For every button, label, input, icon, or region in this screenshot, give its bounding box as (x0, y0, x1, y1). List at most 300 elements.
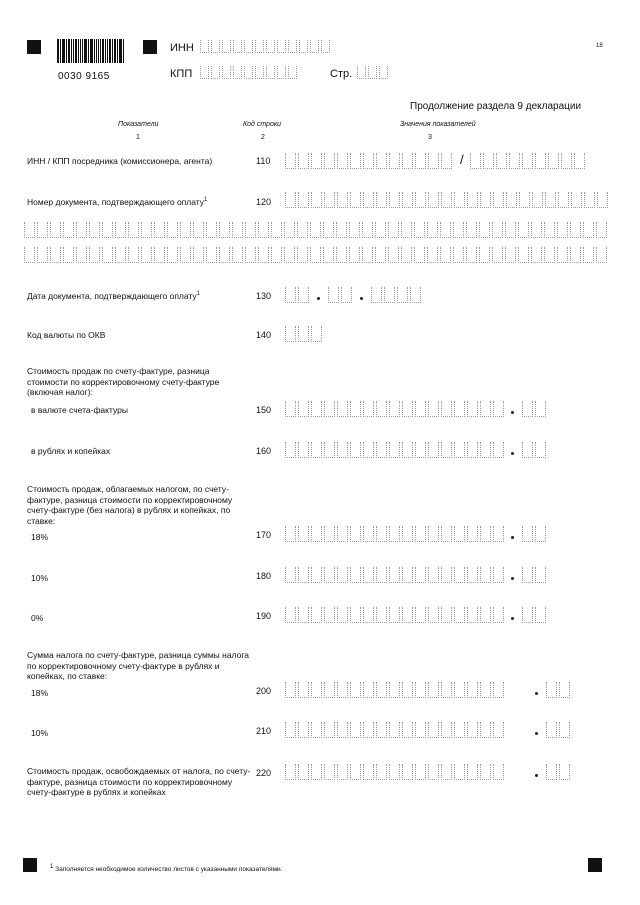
entry-cell[interactable] (522, 442, 533, 458)
entry-cell[interactable] (324, 153, 335, 169)
entry-cell[interactable] (285, 607, 296, 623)
amount-200-fraction-cells[interactable] (546, 682, 572, 698)
entry-cell[interactable] (337, 401, 348, 417)
entry-cell[interactable] (389, 607, 400, 623)
entry-cell[interactable] (311, 442, 322, 458)
entry-cell[interactable] (350, 401, 361, 417)
entry-cell[interactable] (493, 682, 504, 698)
entry-cell[interactable] (266, 66, 275, 79)
payment-doc-month-cells[interactable] (328, 287, 354, 303)
entry-cell[interactable] (470, 153, 481, 169)
amount-150-integer-cells[interactable] (285, 401, 506, 417)
entry-cell[interactable] (324, 722, 335, 738)
entry-cell[interactable] (522, 153, 533, 169)
entry-cell[interactable] (467, 607, 478, 623)
entry-cell[interactable] (376, 764, 387, 780)
entry-cell[interactable] (376, 722, 387, 738)
entry-cell[interactable] (311, 764, 322, 780)
entry-cell[interactable] (492, 247, 503, 263)
entry-cell[interactable] (375, 247, 386, 263)
entry-cell[interactable] (337, 192, 348, 208)
entry-cell[interactable] (483, 153, 494, 169)
payment-doc-number-cells-line3[interactable] (24, 247, 609, 263)
entry-cell[interactable] (324, 526, 335, 542)
inn-cells[interactable] (200, 40, 332, 53)
entry-cell[interactable] (454, 192, 465, 208)
entry-cell[interactable] (376, 442, 387, 458)
entry-cell[interactable] (341, 287, 352, 303)
entry-cell[interactable] (559, 682, 570, 698)
entry-cell[interactable] (402, 764, 413, 780)
entry-cell[interactable] (50, 247, 61, 263)
entry-cell[interactable] (375, 222, 386, 238)
entry-cell[interactable] (219, 222, 230, 238)
entry-cell[interactable] (402, 567, 413, 583)
entry-cell[interactable] (285, 764, 296, 780)
entry-cell[interactable] (285, 287, 296, 303)
entry-cell[interactable] (467, 526, 478, 542)
entry-cell[interactable] (337, 526, 348, 542)
entry-cell[interactable] (37, 222, 48, 238)
entry-cell[interactable] (480, 567, 491, 583)
entry-cell[interactable] (388, 222, 399, 238)
entry-cell[interactable] (232, 222, 243, 238)
entry-cell[interactable] (376, 607, 387, 623)
entry-cell[interactable] (535, 526, 546, 542)
entry-cell[interactable] (368, 66, 377, 79)
entry-cell[interactable] (285, 401, 296, 417)
entry-cell[interactable] (376, 526, 387, 542)
entry-cell[interactable] (427, 247, 438, 263)
entry-cell[interactable] (311, 192, 322, 208)
entry-cell[interactable] (571, 192, 582, 208)
entry-cell[interactable] (505, 222, 516, 238)
entry-cell[interactable] (298, 442, 309, 458)
entry-cell[interactable] (310, 247, 321, 263)
entry-cell[interactable] (467, 722, 478, 738)
entry-cell[interactable] (376, 401, 387, 417)
entry-cell[interactable] (493, 764, 504, 780)
entry-cell[interactable] (467, 442, 478, 458)
amount-160-fraction-cells[interactable] (522, 442, 548, 458)
entry-cell[interactable] (337, 764, 348, 780)
entry-cell[interactable] (284, 222, 295, 238)
entry-cell[interactable] (480, 682, 491, 698)
entry-cell[interactable] (245, 247, 256, 263)
amount-190-fraction-cells[interactable] (522, 607, 548, 623)
entry-cell[interactable] (397, 287, 408, 303)
entry-cell[interactable] (357, 66, 366, 79)
entry-cell[interactable] (415, 567, 426, 583)
entry-cell[interactable] (350, 526, 361, 542)
entry-cell[interactable] (415, 153, 426, 169)
entry-cell[interactable] (222, 40, 231, 53)
entry-cell[interactable] (415, 722, 426, 738)
entry-cell[interactable] (266, 40, 275, 53)
entry-cell[interactable] (376, 192, 387, 208)
entry-cell[interactable] (324, 567, 335, 583)
entry-cell[interactable] (441, 764, 452, 780)
entry-cell[interactable] (311, 722, 322, 738)
entry-cell[interactable] (350, 192, 361, 208)
entry-cell[interactable] (389, 722, 400, 738)
entry-cell[interactable] (454, 607, 465, 623)
entry-cell[interactable] (493, 567, 504, 583)
entry-cell[interactable] (285, 442, 296, 458)
entry-cell[interactable] (440, 222, 451, 238)
entry-cell[interactable] (298, 764, 309, 780)
entry-cell[interactable] (63, 247, 74, 263)
intermediary-inn-cells[interactable] (285, 153, 454, 169)
entry-cell[interactable] (561, 153, 572, 169)
entry-cell[interactable] (583, 222, 594, 238)
entry-cell[interactable] (363, 526, 374, 542)
entry-cell[interactable] (570, 247, 581, 263)
entry-cell[interactable] (535, 153, 546, 169)
entry-cell[interactable] (299, 40, 308, 53)
entry-cell[interactable] (441, 607, 452, 623)
entry-cell[interactable] (285, 326, 296, 342)
entry-cell[interactable] (211, 66, 220, 79)
entry-cell[interactable] (277, 40, 286, 53)
entry-cell[interactable] (389, 442, 400, 458)
entry-cell[interactable] (441, 526, 452, 542)
entry-cell[interactable] (518, 247, 529, 263)
entry-cell[interactable] (245, 222, 256, 238)
entry-cell[interactable] (467, 567, 478, 583)
amount-160-integer-cells[interactable] (285, 442, 506, 458)
entry-cell[interactable] (428, 764, 439, 780)
entry-cell[interactable] (388, 247, 399, 263)
entry-cell[interactable] (532, 192, 543, 208)
entry-cell[interactable] (441, 722, 452, 738)
entry-cell[interactable] (258, 222, 269, 238)
entry-cell[interactable] (401, 222, 412, 238)
entry-cell[interactable] (336, 222, 347, 238)
entry-cell[interactable] (531, 247, 542, 263)
entry-cell[interactable] (350, 764, 361, 780)
entry-cell[interactable] (363, 192, 374, 208)
amount-210-integer-cells[interactable] (285, 722, 506, 738)
entry-cell[interactable] (321, 40, 330, 53)
entry-cell[interactable] (584, 192, 595, 208)
entry-cell[interactable] (63, 222, 74, 238)
entry-cell[interactable] (389, 401, 400, 417)
entry-cell[interactable] (441, 192, 452, 208)
entry-cell[interactable] (350, 682, 361, 698)
entry-cell[interactable] (415, 526, 426, 542)
entry-cell[interactable] (415, 682, 426, 698)
entry-cell[interactable] (441, 401, 452, 417)
entry-cell[interactable] (480, 607, 491, 623)
entry-cell[interactable] (193, 247, 204, 263)
entry-cell[interactable] (596, 247, 607, 263)
entry-cell[interactable] (323, 222, 334, 238)
amount-210-fraction-cells[interactable] (546, 722, 572, 738)
entry-cell[interactable] (336, 247, 347, 263)
entry-cell[interactable] (467, 764, 478, 780)
entry-cell[interactable] (402, 526, 413, 542)
entry-cell[interactable] (337, 153, 348, 169)
entry-cell[interactable] (466, 247, 477, 263)
entry-cell[interactable] (531, 222, 542, 238)
entry-cell[interactable] (363, 567, 374, 583)
entry-cell[interactable] (288, 40, 297, 53)
entry-cell[interactable] (518, 222, 529, 238)
entry-cell[interactable] (115, 247, 126, 263)
entry-cell[interactable] (415, 442, 426, 458)
entry-cell[interactable] (467, 682, 478, 698)
entry-cell[interactable] (574, 153, 585, 169)
entry-cell[interactable] (193, 222, 204, 238)
amount-220-fraction-cells[interactable] (546, 764, 572, 780)
entry-cell[interactable] (428, 192, 439, 208)
entry-cell[interactable] (324, 682, 335, 698)
entry-cell[interactable] (363, 682, 374, 698)
entry-cell[interactable] (363, 764, 374, 780)
entry-cell[interactable] (384, 287, 395, 303)
entry-cell[interactable] (402, 153, 413, 169)
entry-cell[interactable] (233, 40, 242, 53)
entry-cell[interactable] (466, 222, 477, 238)
entry-cell[interactable] (428, 442, 439, 458)
entry-cell[interactable] (415, 401, 426, 417)
entry-cell[interactable] (349, 222, 360, 238)
entry-cell[interactable] (298, 526, 309, 542)
entry-cell[interactable] (441, 442, 452, 458)
entry-cell[interactable] (480, 442, 491, 458)
entry-cell[interactable] (506, 192, 517, 208)
entry-cell[interactable] (363, 401, 374, 417)
amount-170-fraction-cells[interactable] (522, 526, 548, 542)
entry-cell[interactable] (440, 247, 451, 263)
entry-cell[interactable] (480, 722, 491, 738)
entry-cell[interactable] (493, 607, 504, 623)
entry-cell[interactable] (24, 222, 35, 238)
entry-cell[interactable] (363, 722, 374, 738)
entry-cell[interactable] (402, 401, 413, 417)
entry-cell[interactable] (519, 192, 530, 208)
entry-cell[interactable] (350, 607, 361, 623)
entry-cell[interactable] (415, 607, 426, 623)
entry-cell[interactable] (493, 401, 504, 417)
entry-cell[interactable] (50, 222, 61, 238)
entry-cell[interactable] (480, 401, 491, 417)
entry-cell[interactable] (479, 222, 490, 238)
entry-cell[interactable] (583, 247, 594, 263)
entry-cell[interactable] (285, 526, 296, 542)
entry-cell[interactable] (298, 722, 309, 738)
entry-cell[interactable] (298, 287, 309, 303)
entry-cell[interactable] (479, 247, 490, 263)
entry-cell[interactable] (402, 607, 413, 623)
entry-cell[interactable] (255, 66, 264, 79)
entry-cell[interactable] (206, 247, 217, 263)
entry-cell[interactable] (337, 442, 348, 458)
entry-cell[interactable] (454, 442, 465, 458)
entry-cell[interactable] (102, 222, 113, 238)
entry-cell[interactable] (180, 247, 191, 263)
entry-cell[interactable] (557, 247, 568, 263)
entry-cell[interactable] (324, 192, 335, 208)
entry-cell[interactable] (288, 66, 297, 79)
entry-cell[interactable] (454, 682, 465, 698)
entry-cell[interactable] (493, 442, 504, 458)
entry-cell[interactable] (535, 401, 546, 417)
entry-cell[interactable] (285, 567, 296, 583)
intermediary-kpp-cells[interactable] (470, 153, 587, 169)
entry-cell[interactable] (535, 567, 546, 583)
entry-cell[interactable] (324, 607, 335, 623)
entry-cell[interactable] (154, 247, 165, 263)
entry-cell[interactable] (410, 287, 421, 303)
entry-cell[interactable] (480, 764, 491, 780)
entry-cell[interactable] (453, 247, 464, 263)
entry-cell[interactable] (285, 153, 296, 169)
entry-cell[interactable] (337, 682, 348, 698)
entry-cell[interactable] (167, 247, 178, 263)
payment-doc-year-cells[interactable] (371, 287, 423, 303)
entry-cell[interactable] (535, 607, 546, 623)
entry-cell[interactable] (24, 247, 35, 263)
entry-cell[interactable] (389, 192, 400, 208)
entry-cell[interactable] (233, 66, 242, 79)
kpp-cells[interactable] (200, 66, 299, 79)
entry-cell[interactable] (428, 722, 439, 738)
entry-cell[interactable] (311, 682, 322, 698)
entry-cell[interactable] (415, 764, 426, 780)
entry-cell[interactable] (128, 247, 139, 263)
entry-cell[interactable] (492, 222, 503, 238)
entry-cell[interactable] (389, 526, 400, 542)
amount-190-integer-cells[interactable] (285, 607, 506, 623)
entry-cell[interactable] (89, 222, 100, 238)
entry-cell[interactable] (559, 764, 570, 780)
amount-180-integer-cells[interactable] (285, 567, 506, 583)
entry-cell[interactable] (284, 247, 295, 263)
entry-cell[interactable] (454, 526, 465, 542)
entry-cell[interactable] (509, 153, 520, 169)
entry-cell[interactable] (350, 567, 361, 583)
entry-cell[interactable] (493, 192, 504, 208)
amount-150-fraction-cells[interactable] (522, 401, 548, 417)
entry-cell[interactable] (402, 682, 413, 698)
entry-cell[interactable] (271, 222, 282, 238)
entry-cell[interactable] (559, 722, 570, 738)
entry-cell[interactable] (141, 247, 152, 263)
entry-cell[interactable] (454, 401, 465, 417)
entry-cell[interactable] (558, 192, 569, 208)
entry-cell[interactable] (402, 192, 413, 208)
entry-cell[interactable] (255, 40, 264, 53)
entry-cell[interactable] (546, 682, 557, 698)
entry-cell[interactable] (363, 442, 374, 458)
entry-cell[interactable] (211, 40, 220, 53)
entry-cell[interactable] (298, 607, 309, 623)
payment-doc-number-cells-line1[interactable] (285, 192, 610, 208)
entry-cell[interactable] (311, 526, 322, 542)
entry-cell[interactable] (328, 287, 339, 303)
amount-200-integer-cells[interactable] (285, 682, 506, 698)
entry-cell[interactable] (362, 222, 373, 238)
entry-cell[interactable] (441, 682, 452, 698)
entry-cell[interactable] (258, 247, 269, 263)
entry-cell[interactable] (277, 66, 286, 79)
entry-cell[interactable] (428, 682, 439, 698)
payment-doc-number-cells-line2[interactable] (24, 222, 609, 238)
entry-cell[interactable] (544, 247, 555, 263)
entry-cell[interactable] (167, 222, 178, 238)
entry-cell[interactable] (349, 247, 360, 263)
entry-cell[interactable] (496, 153, 507, 169)
entry-cell[interactable] (323, 247, 334, 263)
entry-cell[interactable] (37, 247, 48, 263)
entry-cell[interactable] (493, 526, 504, 542)
entry-cell[interactable] (428, 567, 439, 583)
amount-180-fraction-cells[interactable] (522, 567, 548, 583)
entry-cell[interactable] (298, 567, 309, 583)
entry-cell[interactable] (271, 247, 282, 263)
entry-cell[interactable] (597, 192, 608, 208)
entry-cell[interactable] (298, 153, 309, 169)
entry-cell[interactable] (363, 153, 374, 169)
entry-cell[interactable] (522, 401, 533, 417)
entry-cell[interactable] (350, 442, 361, 458)
entry-cell[interactable] (480, 192, 491, 208)
entry-cell[interactable] (522, 567, 533, 583)
amount-220-integer-cells[interactable] (285, 764, 506, 780)
entry-cell[interactable] (285, 682, 296, 698)
entry-cell[interactable] (453, 222, 464, 238)
entry-cell[interactable] (337, 607, 348, 623)
entry-cell[interactable] (311, 153, 322, 169)
entry-cell[interactable] (206, 222, 217, 238)
entry-cell[interactable] (219, 247, 230, 263)
page-cells[interactable] (357, 66, 390, 79)
currency-code-cells[interactable] (285, 326, 324, 342)
entry-cell[interactable] (557, 222, 568, 238)
entry-cell[interactable] (350, 153, 361, 169)
entry-cell[interactable] (362, 247, 373, 263)
amount-170-integer-cells[interactable] (285, 526, 506, 542)
entry-cell[interactable] (141, 222, 152, 238)
entry-cell[interactable] (570, 222, 581, 238)
entry-cell[interactable] (402, 722, 413, 738)
entry-cell[interactable] (467, 192, 478, 208)
entry-cell[interactable] (480, 526, 491, 542)
entry-cell[interactable] (441, 153, 452, 169)
entry-cell[interactable] (376, 682, 387, 698)
entry-cell[interactable] (544, 222, 555, 238)
entry-cell[interactable] (180, 222, 191, 238)
entry-cell[interactable] (522, 526, 533, 542)
entry-cell[interactable] (244, 40, 253, 53)
entry-cell[interactable] (548, 153, 559, 169)
entry-cell[interactable] (505, 247, 516, 263)
entry-cell[interactable] (200, 66, 209, 79)
entry-cell[interactable] (402, 442, 413, 458)
entry-cell[interactable] (298, 192, 309, 208)
entry-cell[interactable] (371, 287, 382, 303)
entry-cell[interactable] (311, 401, 322, 417)
entry-cell[interactable] (222, 66, 231, 79)
entry-cell[interactable] (337, 567, 348, 583)
entry-cell[interactable] (441, 567, 452, 583)
entry-cell[interactable] (389, 567, 400, 583)
entry-cell[interactable] (311, 607, 322, 623)
entry-cell[interactable] (428, 526, 439, 542)
entry-cell[interactable] (311, 326, 322, 342)
